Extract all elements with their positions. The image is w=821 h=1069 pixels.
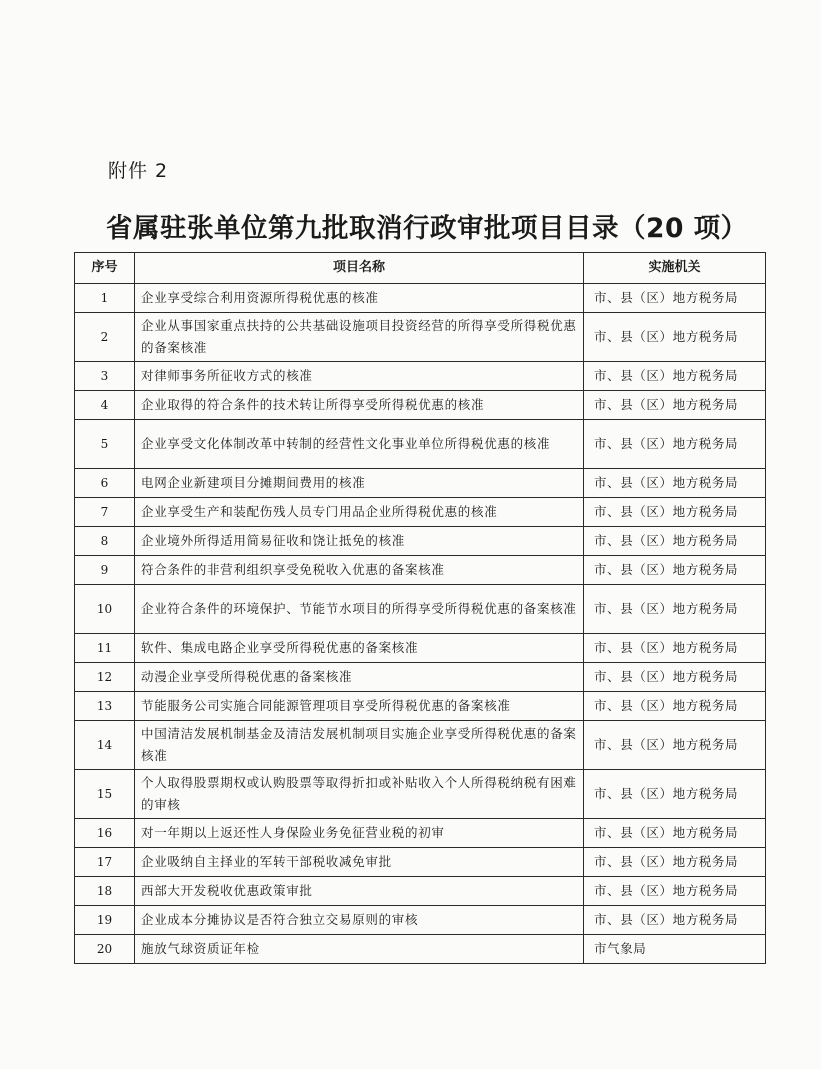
row-item-name: 企业享受综合利用资源所得税优惠的核准 <box>135 284 584 313</box>
table-row <box>75 313 766 362</box>
row-index: 14 <box>75 721 135 770</box>
row-item-name: 企业从事国家重点扶持的公共基础设施项目投资经营的所得享受所得税优惠的备案核准 <box>135 313 584 362</box>
row-authority: 市、县（区）地方税务局 <box>584 819 766 848</box>
table-row <box>75 469 766 498</box>
header-name: 项目名称 <box>135 253 584 284</box>
row-index: 15 <box>75 770 135 819</box>
row-item-name: 节能服务公司实施合同能源管理项目享受所得税优惠的备案核准 <box>135 692 584 721</box>
row-authority: 市、县（区）地方税务局 <box>584 313 766 362</box>
row-authority: 市、县（区）地方税务局 <box>584 585 766 634</box>
row-index: 18 <box>75 877 135 906</box>
table-row <box>75 284 766 313</box>
table-row <box>75 819 766 848</box>
document-title: 省属驻张单位第九批取消行政审批项目目录（20 项） <box>106 213 748 244</box>
row-index: 5 <box>75 420 135 469</box>
table-row <box>75 692 766 721</box>
row-authority: 市、县（区）地方税务局 <box>584 556 766 585</box>
row-authority: 市、县（区）地方税务局 <box>584 906 766 935</box>
table-row <box>75 634 766 663</box>
row-authority: 市、县（区）地方税务局 <box>584 877 766 906</box>
table-row <box>75 527 766 556</box>
table-row <box>75 391 766 420</box>
header-org: 实施机关 <box>584 253 766 284</box>
row-index: 20 <box>75 935 135 964</box>
row-authority: 市、县（区）地方税务局 <box>584 362 766 391</box>
row-item-name: 电网企业新建项目分摊期间费用的核准 <box>135 469 584 498</box>
row-index: 2 <box>75 313 135 362</box>
row-index: 7 <box>75 498 135 527</box>
row-item-name: 西部大开发税收优惠政策审批 <box>135 877 584 906</box>
row-item-name: 企业享受生产和装配伤残人员专门用品企业所得税优惠的核准 <box>135 498 584 527</box>
row-item-name: 中国清洁发展机制基金及清洁发展机制项目实施企业享受所得税优惠的备案核准 <box>135 721 584 770</box>
row-authority: 市、县（区）地方税务局 <box>584 721 766 770</box>
row-item-name: 符合条件的非营利组织享受免税收入优惠的备案核准 <box>135 556 584 585</box>
row-index: 17 <box>75 848 135 877</box>
table-header-row <box>75 253 766 284</box>
row-item-name: 施放气球资质证年检 <box>135 935 584 964</box>
row-authority: 市、县（区）地方税务局 <box>584 391 766 420</box>
table-row <box>75 556 766 585</box>
row-item-name: 个人取得股票期权或认购股票等取得折扣或补贴收入个人所得税纳税有困难的审核 <box>135 770 584 819</box>
row-index: 4 <box>75 391 135 420</box>
row-item-name: 对一年期以上返还性人身保险业务免征营业税的初审 <box>135 819 584 848</box>
table-row <box>75 906 766 935</box>
row-index: 11 <box>75 634 135 663</box>
row-item-name: 企业境外所得适用简易征收和饶让抵免的核准 <box>135 527 584 556</box>
row-index: 13 <box>75 692 135 721</box>
approval-items-table <box>74 252 766 964</box>
row-index: 12 <box>75 663 135 692</box>
row-index: 10 <box>75 585 135 634</box>
table-body <box>75 284 766 964</box>
row-authority: 市、县（区）地方税务局 <box>584 469 766 498</box>
header-index: 序号 <box>75 253 135 284</box>
row-item-name: 动漫企业享受所得税优惠的备案核准 <box>135 663 584 692</box>
row-authority: 市、县（区）地方税务局 <box>584 663 766 692</box>
row-index: 16 <box>75 819 135 848</box>
row-item-name: 企业取得的符合条件的技术转让所得享受所得税优惠的核准 <box>135 391 584 420</box>
row-authority: 市、县（区）地方税务局 <box>584 634 766 663</box>
row-index: 1 <box>75 284 135 313</box>
row-item-name: 软件、集成电路企业享受所得税优惠的备案核准 <box>135 634 584 663</box>
table-row <box>75 877 766 906</box>
table-row <box>75 935 766 964</box>
table-row <box>75 420 766 469</box>
table-row <box>75 498 766 527</box>
row-authority: 市、县（区）地方税务局 <box>584 527 766 556</box>
table-row <box>75 770 766 819</box>
row-index: 19 <box>75 906 135 935</box>
row-authority: 市气象局 <box>584 935 766 964</box>
row-index: 3 <box>75 362 135 391</box>
table-row <box>75 585 766 634</box>
row-index: 9 <box>75 556 135 585</box>
row-item-name: 企业成本分摊协议是否符合独立交易原则的审核 <box>135 906 584 935</box>
row-authority: 市、县（区）地方税务局 <box>584 848 766 877</box>
row-index: 6 <box>75 469 135 498</box>
row-item-name: 企业享受文化体制改革中转制的经营性文化事业单位所得税优惠的核准 <box>135 420 584 469</box>
row-item-name: 企业符合条件的环境保护、节能节水项目的所得享受所得税优惠的备案核准 <box>135 585 584 634</box>
row-authority: 市、县（区）地方税务局 <box>584 770 766 819</box>
table-row <box>75 721 766 770</box>
table-row <box>75 362 766 391</box>
row-authority: 市、县（区）地方税务局 <box>584 692 766 721</box>
row-item-name: 企业吸纳自主择业的军转干部税收减免审批 <box>135 848 584 877</box>
row-authority: 市、县（区）地方税务局 <box>584 284 766 313</box>
table-row <box>75 663 766 692</box>
attachment-label: 附件 2 <box>108 160 169 182</box>
row-item-name: 对律师事务所征收方式的核准 <box>135 362 584 391</box>
row-authority: 市、县（区）地方税务局 <box>584 420 766 469</box>
row-authority: 市、县（区）地方税务局 <box>584 498 766 527</box>
table-row <box>75 848 766 877</box>
row-index: 8 <box>75 527 135 556</box>
